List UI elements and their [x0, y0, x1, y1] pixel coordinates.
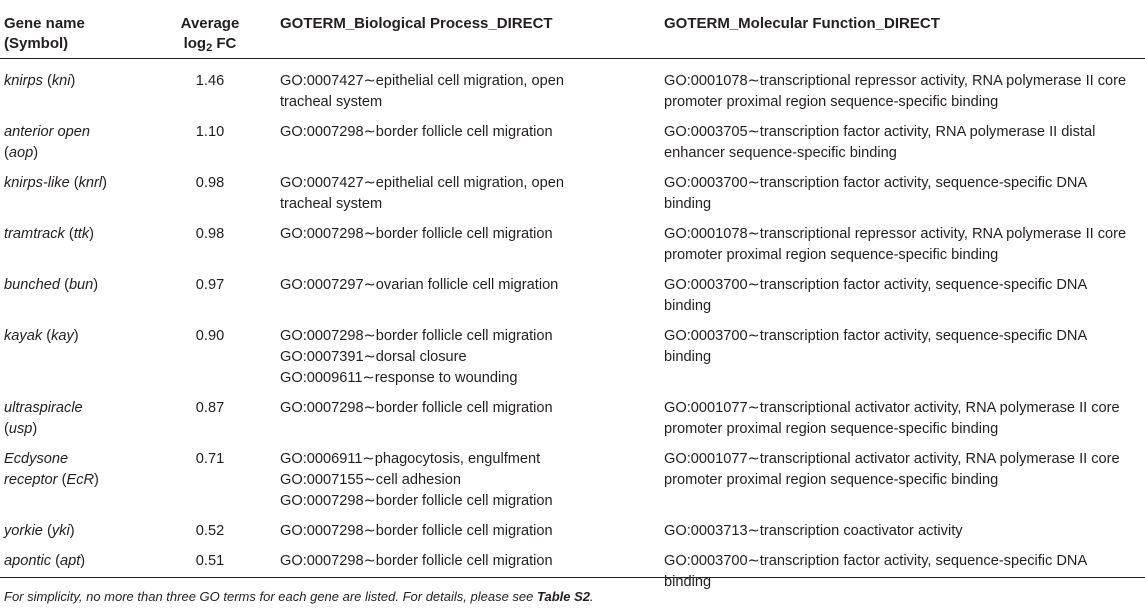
- gene-name-cell: [0, 218, 160, 269]
- go-term-line: GO:0001077∼transcriptional activator activity, RNA polymerase II core: [664, 400, 1120, 416]
- header-gene-line2: (Symbol): [4, 35, 69, 52]
- average-log2fc-cell: 0.90: [195, 328, 225, 344]
- go-term-line: GO:0007298∼border follicle cell migration: [280, 523, 553, 539]
- gene-name-line: (aop): [4, 145, 39, 161]
- header-log-subscript: 2: [206, 42, 213, 54]
- gene-name-line: bunched (bun): [4, 277, 99, 293]
- go-term-line: GO:0006911∼phagocytosis, engulfment: [280, 451, 541, 467]
- molecular-function-cell: [644, 59, 1145, 117]
- go-term-line: GO:0007391∼dorsal closure: [280, 349, 467, 365]
- go-term-line: binding: [664, 574, 712, 590]
- table-row: [0, 443, 1145, 515]
- gene-name-cell: [0, 515, 160, 545]
- molecular-function-cell: [644, 443, 1145, 515]
- go-term-line: promoter proximal region sequence-specific binding: [664, 472, 999, 488]
- table-row: [0, 116, 1145, 167]
- go-term-line: promoter proximal region sequence-specific binding: [664, 421, 999, 437]
- go-term-line: GO:0007298∼border follicle cell migration: [280, 328, 553, 344]
- average-log2fc-cell: 1.46: [195, 73, 225, 89]
- gene-name-line: anterior open: [4, 124, 91, 140]
- go-term-line: GO:0007297∼ovarian follicle cell migration: [280, 277, 559, 293]
- table-footnote: [4, 589, 594, 604]
- go-term-line: binding: [664, 196, 712, 212]
- biological-process-cell: [260, 269, 644, 320]
- go-term-line: GO:0007298∼border follicle cell migration: [280, 226, 553, 242]
- go-term-line: promoter proximal region sequence-specific binding: [664, 247, 999, 263]
- header-row: [0, 0, 1145, 59]
- gene-name-cell: [0, 392, 160, 443]
- molecular-function-cell: [644, 515, 1145, 545]
- biological-process-cell: [260, 59, 644, 117]
- average-log2fc-cell: 0.98: [195, 226, 225, 242]
- go-term-line: GO:0007427∼epithelial cell migration, open: [280, 175, 565, 191]
- go-term-line: promoter proximal region sequence-specific binding: [664, 94, 999, 110]
- footnote-text: For simplicity, no more than three GO terms for each gene are listed. For details, please see: [4, 589, 537, 604]
- go-term-line: GO:0001077∼transcriptional activator activity, RNA polymerase II core: [664, 451, 1120, 467]
- molecular-function-cell: [644, 392, 1145, 443]
- molecular-function-cell: [644, 320, 1145, 392]
- gene-name-line: apontic (apt): [4, 553, 86, 569]
- gene-name-line: knirps-like (knrl): [4, 175, 108, 191]
- go-term-line: GO:0007155∼cell adhesion: [280, 472, 461, 488]
- go-term-line: GO:0003705∼transcription factor activity, RNA polymerase II distal: [664, 124, 1096, 140]
- go-term-line: binding: [664, 298, 712, 314]
- table-bottom-rule: [0, 577, 1145, 578]
- header-average-line1: Average: [180, 15, 240, 32]
- go-term-line: GO:0003700∼transcription factor activity, sequence-specific DNA: [664, 328, 1088, 344]
- molecular-function-cell: [644, 218, 1145, 269]
- gene-name-cell: [0, 116, 160, 167]
- molecular-function-cell: [644, 167, 1145, 218]
- go-term-line: GO:0001078∼transcriptional repressor activity, RNA polymerase II core: [664, 226, 1127, 242]
- go-term-line: GO:0001078∼transcriptional repressor activity, RNA polymerase II core: [664, 73, 1127, 89]
- go-term-line: GO:0007427∼epithelial cell migration, open: [280, 73, 565, 89]
- biological-process-cell: [260, 218, 644, 269]
- gene-name-cell: [0, 269, 160, 320]
- average-log2fc-cell: 0.97: [195, 277, 225, 293]
- go-term-line: binding: [664, 349, 712, 365]
- go-term-line: GO:0003713∼transcription coactivator activity: [664, 523, 963, 539]
- table-row: [0, 59, 1145, 117]
- biological-process-cell: [260, 515, 644, 545]
- gene-name-line: receptor (EcR): [4, 472, 99, 488]
- footnote-end: .: [589, 589, 594, 604]
- average-log2fc-cell: 1.10: [195, 124, 225, 140]
- go-term-line: GO:0009611∼response to wounding: [280, 370, 518, 386]
- gene-name-line: yorkie (yki): [4, 523, 75, 539]
- go-term-line: enhancer sequence-specific binding: [664, 145, 897, 161]
- average-log2fc-cell: 0.87: [195, 400, 225, 416]
- gene-name-cell: [0, 320, 160, 392]
- gene-name-cell: [0, 59, 160, 117]
- go-term-line: GO:0007298∼border follicle cell migration: [280, 124, 553, 140]
- table-row: [0, 515, 1145, 545]
- gene-name-cell: [0, 443, 160, 515]
- go-term-line: GO:0003700∼transcription factor activity, sequence-specific DNA: [664, 175, 1088, 191]
- gene-name-line: (usp): [4, 421, 38, 437]
- header-molecular-function: GOTERM_Molecular Function_DIRECT: [644, 0, 1145, 59]
- average-log2fc-cell: 0.98: [195, 175, 225, 191]
- header-log: log: [183, 35, 207, 52]
- table-row: [0, 269, 1145, 320]
- molecular-function-cell: [644, 269, 1145, 320]
- go-term-line: GO:0003700∼transcription factor activity, sequence-specific DNA: [664, 553, 1088, 569]
- header-biological-process: GOTERM_Biological Process_DIRECT: [260, 0, 644, 59]
- molecular-function-cell: [644, 116, 1145, 167]
- go-term-line: GO:0007298∼border follicle cell migration: [280, 493, 553, 509]
- gene-name-line: kayak (kay): [4, 328, 79, 344]
- go-term-line: GO:0007298∼border follicle cell migration: [280, 553, 553, 569]
- header-fc: FC: [212, 35, 237, 52]
- header-gene-line1: Gene name: [4, 15, 85, 32]
- average-log2fc-cell: 0.52: [195, 523, 225, 539]
- gene-name-line: knirps (kni): [4, 73, 76, 89]
- biological-process-cell: [260, 443, 644, 515]
- header-gene: [0, 0, 160, 59]
- go-term-line: GO:0007298∼border follicle cell migration: [280, 400, 553, 416]
- average-log2fc-cell: 0.71: [195, 451, 225, 467]
- go-term-line: tracheal system: [280, 94, 383, 110]
- biological-process-cell: [260, 116, 644, 167]
- gene-name-line: tramtrack (ttk): [4, 226, 95, 242]
- table-row: [0, 218, 1145, 269]
- header-average: [160, 0, 260, 59]
- gene-name-cell: [0, 167, 160, 218]
- footnote-table-ref: Table S2: [537, 589, 590, 604]
- go-term-line: tracheal system: [280, 196, 383, 212]
- table-row: [0, 320, 1145, 392]
- gene-name-line: ultraspiracle: [4, 400, 83, 416]
- biological-process-cell: [260, 320, 644, 392]
- gene-name-line: Ecdysone: [4, 451, 69, 467]
- table-row: [0, 167, 1145, 218]
- header-average-line2: [160, 34, 260, 58]
- molecular-function-cell: [644, 545, 1145, 596]
- average-log2fc-cell: 0.51: [195, 553, 225, 569]
- biological-process-cell: [260, 392, 644, 443]
- biological-process-cell: [260, 167, 644, 218]
- table-row: [0, 392, 1145, 443]
- go-term-line: GO:0003700∼transcription factor activity, sequence-specific DNA: [664, 277, 1088, 293]
